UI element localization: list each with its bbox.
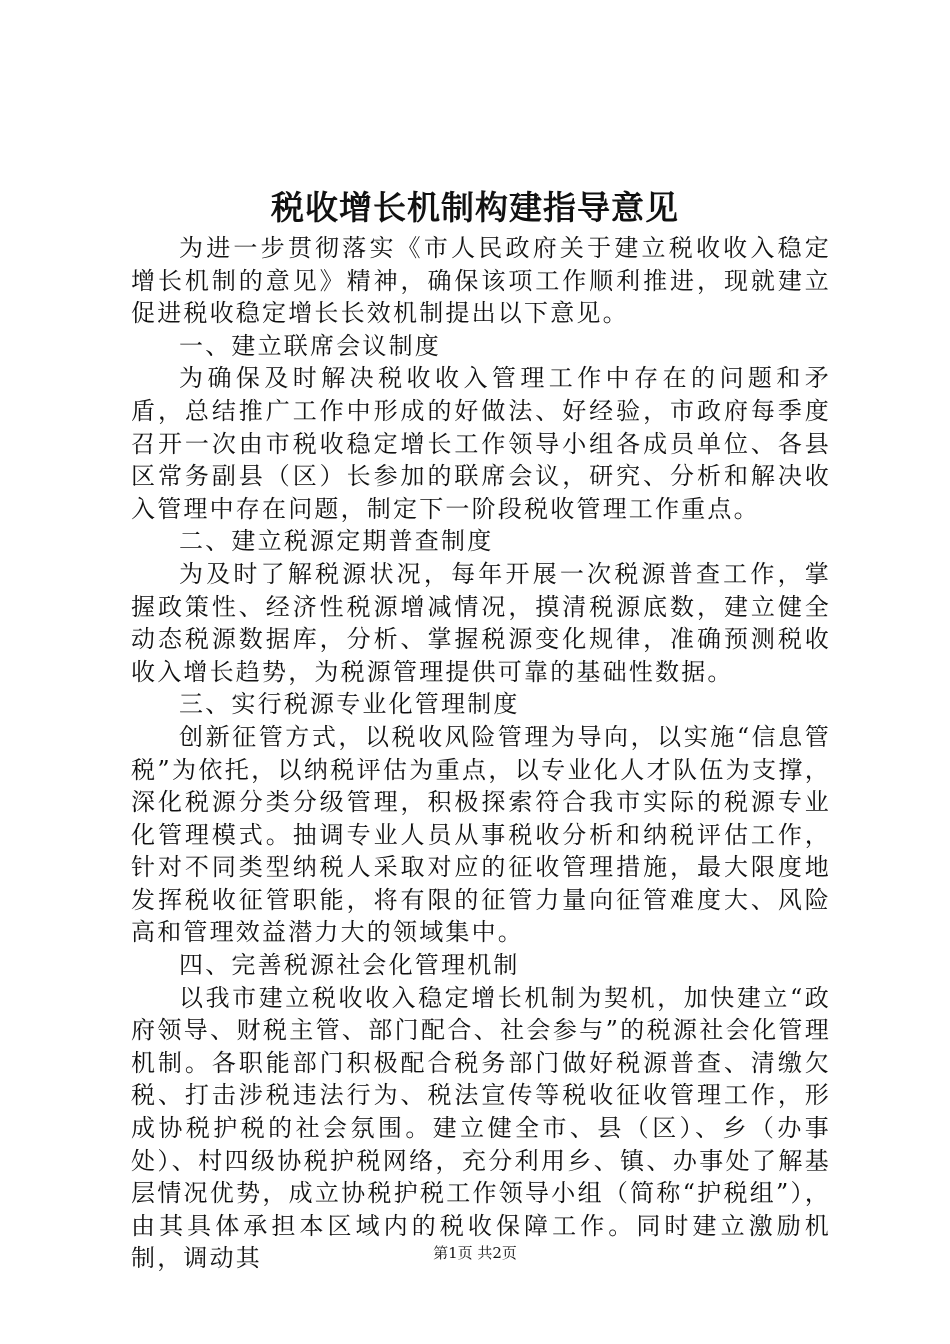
page-number-footer: 第1页 共2页	[433, 1244, 517, 1262]
intro-paragraph: 为进一步贯彻落实《市人民政府关于建立税收收入稳定增长机制的意见》精神，确保该项工作顺利推进，现就建立促进税收稳定增长长效机制提出以下意见。	[131, 234, 831, 328]
section-heading-1: 一、建立联席会议制度	[179, 331, 441, 360]
section-paragraph-2: 为及时了解税源状况，每年开展一次税源普查工作，掌握政策性、经济性税源增减情况，摸清税源底数，建立健全动态税源数据库，分析、掌握税源变化规律，准确预测税收收入增长趋势，为税源管理提供可靠的基础性数据。	[131, 559, 831, 686]
section-paragraph-1: 为确保及时解决税收收入管理工作中存在的问题和矛盾，总结推广工作中形成的好做法、好经验，市政府每季度召开一次由市税收稳定增长工作领导小组各成员单位、各县区常务副县（区）长参加的联席会议，研究、分析和解决收入管理中存在问题，制定下一阶段税收管理工作重点。	[131, 364, 831, 523]
section-heading-3: 三、实行税源专业化管理制度	[179, 690, 520, 719]
document-body	[131, 232, 831, 1275]
document-title: 税收增长机制构建指导意见	[271, 188, 679, 227]
section-paragraph-3: 创新征管方式，以税收风险管理为导向，以实施“信息管税”为依托，以纳税评估为重点，以专业化人才队伍为支撑，深化税源分类分级管理，积极探索符合我市实际的税源专业化管理模式。抽调专业人员从事税收分析和纳税评估工作，针对不同类型纳税人采取对应的征收管理措施，最大限度地发挥税收征管职能，将有限的征管力量向征管难度大、风险高和管理效益潜力大的领域集中。	[131, 722, 831, 947]
section-heading-4: 四、完善税源社会化管理机制	[179, 951, 520, 980]
section-heading-2: 二、建立税源定期普查制度	[179, 527, 494, 556]
section-paragraph-4: 以我市建立税收收入稳定增长机制为契机，加快建立“政府领导、财税主管、部门配合、社会参与”的税源社会化管理机制。各职能部门积极配合税务部门做好税源普查、清缴欠税、打击涉税违法行为、税法宣传等税收征收管理工作，形成协税护税的社会氛围。建立健全市、县（区）、乡（办事处）、村四级协税护税网络，充分利用乡、镇、办事处了解基层情况优势，成立协税护税工作领导小组（简称“护税组”），由其具体承担本区域内的税收保障工作。同时建立激励机制，调动其	[131, 983, 831, 1273]
